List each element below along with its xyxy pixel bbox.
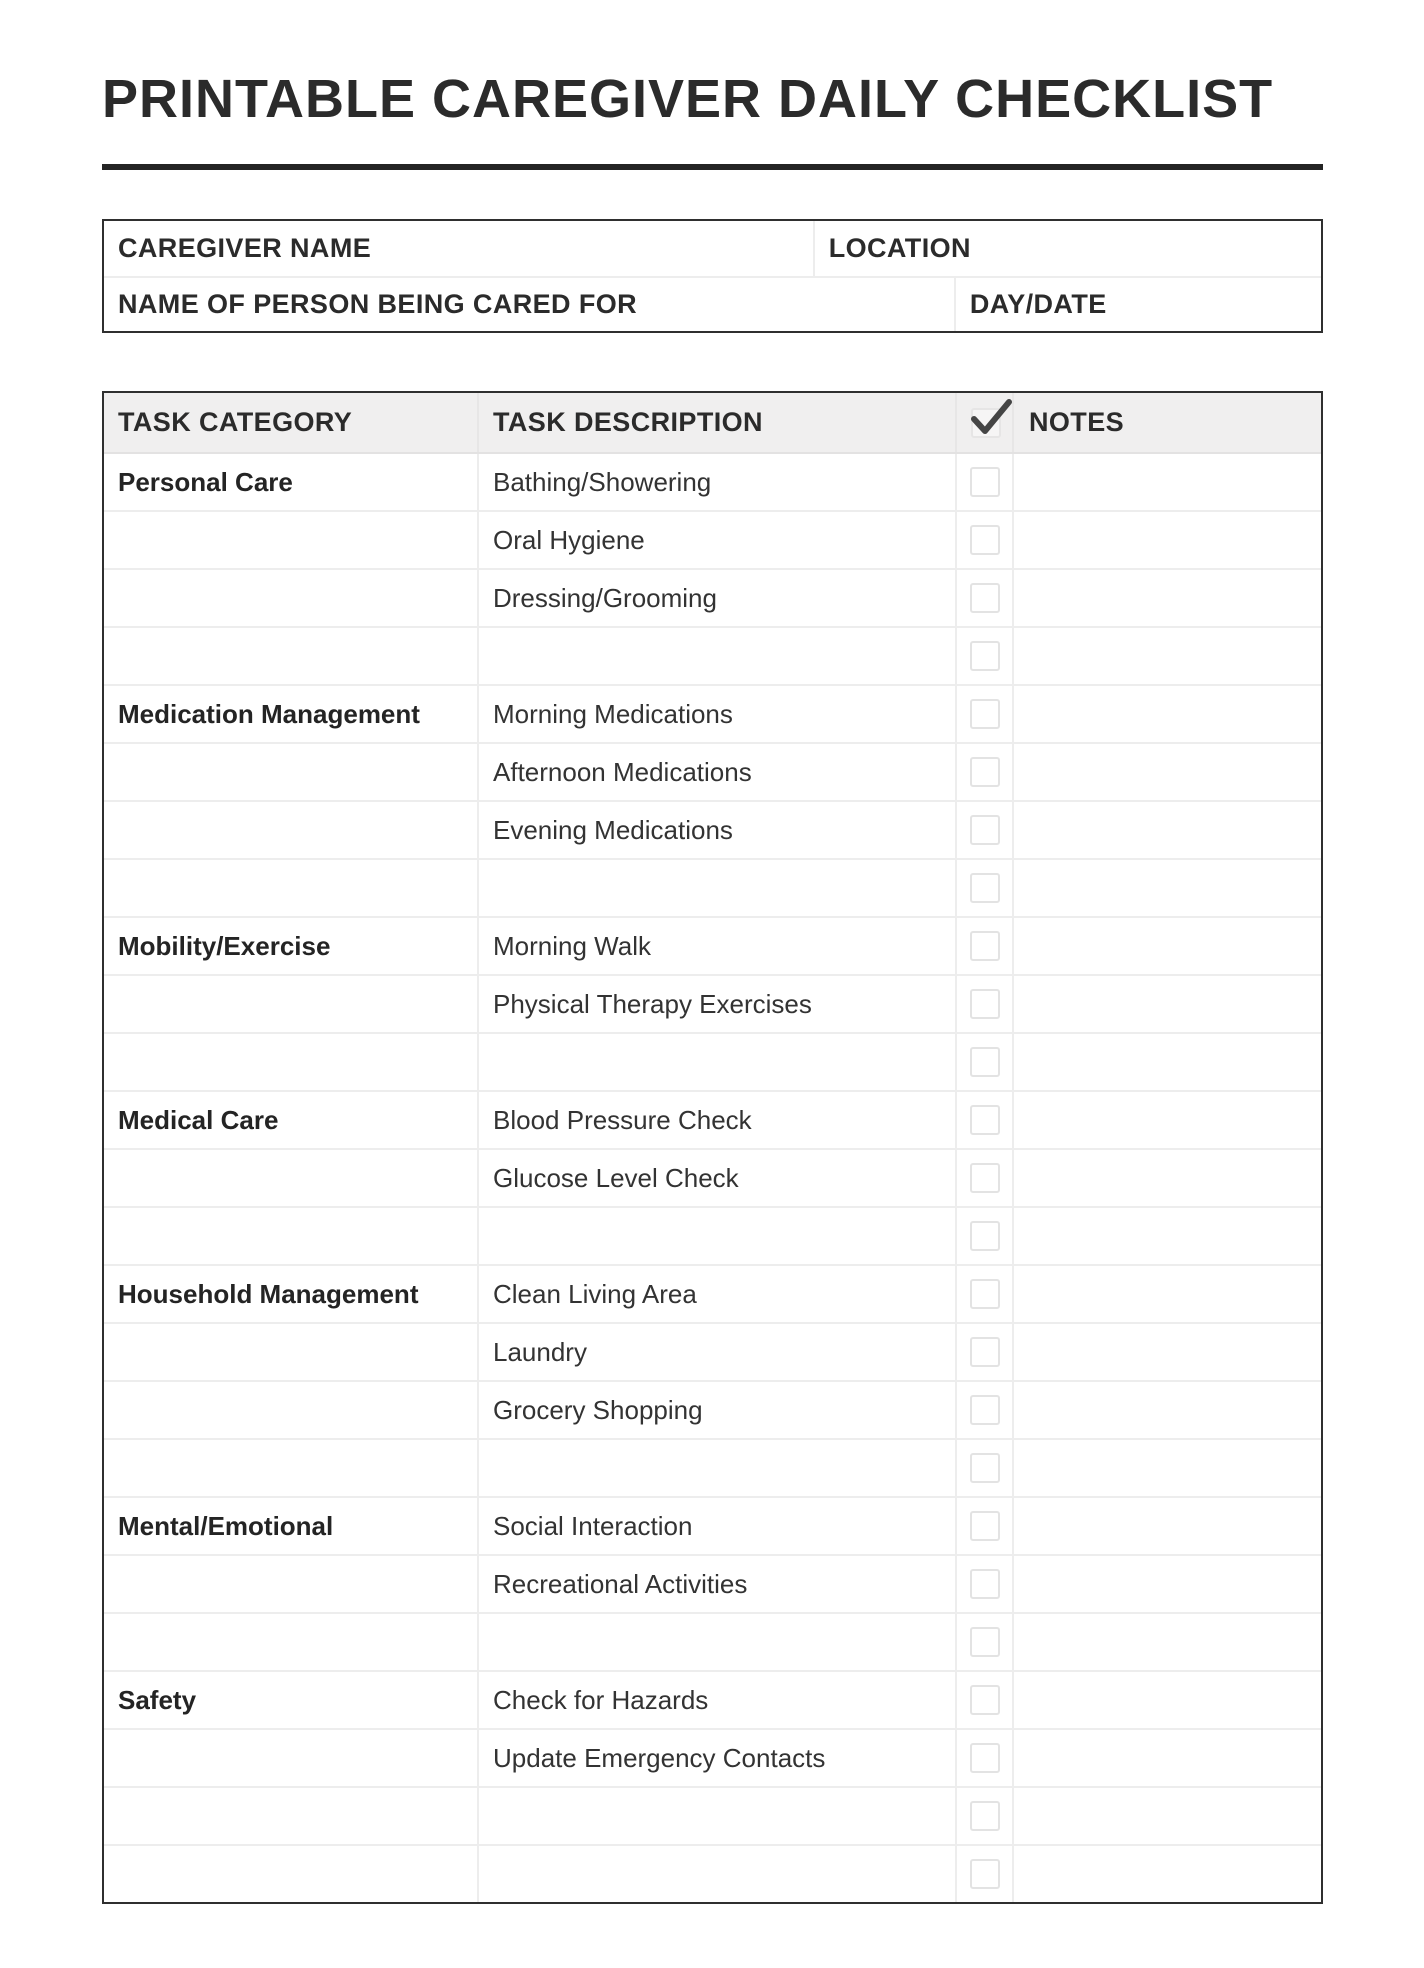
task-description-cell — [479, 570, 957, 626]
check-cell — [957, 1266, 1014, 1322]
notes-cell — [1014, 1788, 1321, 1844]
notes-cell — [1014, 686, 1321, 742]
task-category-cell — [104, 918, 479, 974]
header-check-column — [957, 393, 1014, 452]
table-row — [104, 1032, 1321, 1090]
task-description-cell — [479, 918, 957, 974]
task-description-text: Blood Pressure Check — [493, 1104, 752, 1135]
table-row — [104, 1206, 1321, 1264]
task-description-cell — [479, 454, 957, 510]
daily-checklist-table — [102, 391, 1323, 1904]
task-checkbox[interactable] — [970, 699, 1000, 729]
task-checkbox[interactable] — [970, 1163, 1000, 1193]
checklist-body — [104, 452, 1321, 1902]
check-cell — [957, 1498, 1014, 1554]
task-checkbox[interactable] — [970, 1627, 1000, 1657]
task-checkbox[interactable] — [970, 1569, 1000, 1599]
task-description-text: Morning Walk — [493, 930, 651, 961]
task-checkbox[interactable] — [970, 1743, 1000, 1773]
check-cell — [957, 1324, 1014, 1380]
table-row — [104, 1264, 1321, 1322]
task-category-cell — [104, 1208, 479, 1264]
task-description-cell — [479, 512, 957, 568]
task-description-label: TASK DESCRIPTION — [493, 407, 763, 437]
table-row — [104, 1148, 1321, 1206]
task-category-cell — [104, 686, 479, 742]
document-page — [102, 0, 1323, 1904]
table-row — [104, 684, 1321, 742]
caregiver-name-label: CAREGIVER NAME — [118, 233, 372, 263]
check-cell — [957, 1672, 1014, 1728]
check-cell — [957, 1614, 1014, 1670]
task-description-cell — [479, 1730, 957, 1786]
task-checkbox[interactable] — [970, 1337, 1000, 1367]
notes-cell — [1014, 1150, 1321, 1206]
task-description-text: Social Interaction — [493, 1510, 693, 1541]
task-checkbox[interactable] — [970, 1801, 1000, 1831]
table-row — [104, 1554, 1321, 1612]
task-category-cell — [104, 1556, 479, 1612]
task-category-cell — [104, 1498, 479, 1554]
task-category-cell — [104, 1266, 479, 1322]
task-checkbox[interactable] — [970, 815, 1000, 845]
notes-label: NOTES — [1029, 407, 1125, 437]
task-checkbox[interactable] — [970, 1511, 1000, 1541]
table-row — [104, 1844, 1321, 1902]
task-description-cell — [479, 744, 957, 800]
table-row — [104, 1670, 1321, 1728]
task-description-text: Grocery Shopping — [493, 1394, 703, 1425]
check-cell — [957, 802, 1014, 858]
location-label: LOCATION — [828, 233, 971, 263]
task-category-cell — [104, 802, 479, 858]
check-cell — [957, 860, 1014, 916]
task-checkbox[interactable] — [970, 1221, 1000, 1251]
table-row — [104, 742, 1321, 800]
task-description-text: Afternoon Medications — [493, 756, 752, 787]
title-underline — [102, 164, 1323, 170]
task-description-cell — [479, 976, 957, 1032]
check-cell — [957, 1150, 1014, 1206]
task-description-text: Clean Living Area — [493, 1278, 697, 1309]
check-cell — [957, 1846, 1014, 1902]
notes-cell — [1014, 860, 1321, 916]
task-category-text: Medication Management — [118, 698, 420, 729]
task-checkbox[interactable] — [970, 1395, 1000, 1425]
notes-cell — [1014, 1266, 1321, 1322]
table-row — [104, 1090, 1321, 1148]
task-description-text: Update Emergency Contacts — [493, 1742, 826, 1773]
person-name-label: NAME OF PERSON BEING CARED FOR — [118, 289, 638, 319]
check-cell — [957, 918, 1014, 974]
task-description-text: Laundry — [493, 1336, 587, 1367]
task-description-cell — [479, 1092, 957, 1148]
task-category-text: Mobility/Exercise — [118, 930, 331, 961]
task-description-cell — [479, 1266, 957, 1322]
table-row — [104, 916, 1321, 974]
task-category-text: Safety — [118, 1684, 197, 1715]
notes-cell — [1014, 454, 1321, 510]
notes-cell — [1014, 570, 1321, 626]
task-checkbox[interactable] — [970, 931, 1000, 961]
task-category-text: Mental/Emotional — [118, 1510, 334, 1541]
notes-cell — [1014, 1730, 1321, 1786]
caregiver-info-table — [102, 219, 1323, 333]
check-cell — [957, 1208, 1014, 1264]
check-cell — [957, 1092, 1014, 1148]
notes-cell — [1014, 1382, 1321, 1438]
task-description-text: Check for Hazards — [493, 1684, 709, 1715]
day-date-field — [956, 278, 1321, 331]
task-description-text: Physical Therapy Exercises — [493, 988, 812, 1019]
task-description-cell — [479, 686, 957, 742]
task-description-cell — [479, 1440, 957, 1496]
notes-cell — [1014, 802, 1321, 858]
header-notes — [1014, 393, 1321, 452]
task-description-cell — [479, 1324, 957, 1380]
check-cell — [957, 1730, 1014, 1786]
check-cell — [957, 570, 1014, 626]
table-row — [104, 626, 1321, 684]
task-category-cell — [104, 1846, 479, 1902]
checkmark-icon — [969, 398, 1013, 438]
check-cell — [957, 1556, 1014, 1612]
table-row — [104, 858, 1321, 916]
notes-cell — [1014, 1556, 1321, 1612]
task-description-cell — [479, 1614, 957, 1670]
task-description-cell — [479, 1034, 957, 1090]
header-task-category — [104, 393, 479, 452]
task-description-cell — [479, 1382, 957, 1438]
task-category-cell — [104, 628, 479, 684]
task-description-cell — [479, 1672, 957, 1728]
notes-cell — [1014, 1498, 1321, 1554]
table-row — [104, 800, 1321, 858]
task-description-cell — [479, 860, 957, 916]
task-category-cell — [104, 1672, 479, 1728]
task-checkbox[interactable] — [970, 1453, 1000, 1483]
notes-cell — [1014, 1672, 1321, 1728]
task-category-cell — [104, 1034, 479, 1090]
check-cell — [957, 628, 1014, 684]
task-description-cell — [479, 1556, 957, 1612]
check-cell — [957, 1034, 1014, 1090]
table-row — [104, 452, 1321, 510]
task-checkbox[interactable] — [970, 989, 1000, 1019]
task-category-cell — [104, 1730, 479, 1786]
task-description-cell — [479, 628, 957, 684]
task-category-cell — [104, 454, 479, 510]
check-cell — [957, 1382, 1014, 1438]
table-row — [104, 1438, 1321, 1496]
table-row — [104, 1786, 1321, 1844]
notes-cell — [1014, 976, 1321, 1032]
task-description-cell — [479, 1150, 957, 1206]
task-description-cell — [479, 1498, 957, 1554]
checklist-header-row — [104, 393, 1321, 452]
location-field — [815, 221, 1321, 276]
task-checkbox[interactable] — [970, 641, 1000, 671]
task-description-text: Evening Medications — [493, 814, 733, 845]
task-category-cell — [104, 570, 479, 626]
notes-cell — [1014, 1092, 1321, 1148]
table-row — [104, 974, 1321, 1032]
task-description-cell — [479, 1846, 957, 1902]
person-name-field — [104, 278, 956, 331]
task-category-cell — [104, 1092, 479, 1148]
task-category-cell — [104, 744, 479, 800]
page-title: PRINTABLE CAREGIVER DAILY CHECKLIST — [102, 69, 1274, 129]
day-date-label: DAY/DATE — [969, 289, 1107, 319]
notes-cell — [1014, 512, 1321, 568]
notes-cell — [1014, 1324, 1321, 1380]
notes-cell — [1014, 918, 1321, 974]
task-checkbox[interactable] — [970, 1279, 1000, 1309]
task-description-text: Morning Medications — [493, 698, 733, 729]
task-checkbox[interactable] — [970, 1685, 1000, 1715]
task-description-cell — [479, 802, 957, 858]
task-category-text: Household Management — [118, 1278, 419, 1309]
task-description-cell — [479, 1208, 957, 1264]
task-description-cell — [479, 1788, 957, 1844]
task-category-cell — [104, 1324, 479, 1380]
task-category-label: TASK CATEGORY — [118, 407, 353, 437]
task-checkbox[interactable] — [970, 467, 1000, 497]
notes-cell — [1014, 1034, 1321, 1090]
task-description-text: Glucose Level Check — [493, 1162, 739, 1193]
notes-cell — [1014, 1846, 1321, 1902]
task-category-cell — [104, 1150, 479, 1206]
check-cell — [957, 1440, 1014, 1496]
info-row-1 — [104, 221, 1321, 276]
task-description-text: Dressing/Grooming — [493, 582, 717, 613]
check-cell — [957, 1788, 1014, 1844]
task-category-cell — [104, 976, 479, 1032]
notes-cell — [1014, 1208, 1321, 1264]
check-cell — [957, 976, 1014, 1032]
notes-cell — [1014, 1614, 1321, 1670]
table-row — [104, 1728, 1321, 1786]
info-row-2 — [104, 276, 1321, 331]
task-description-text: Oral Hygiene — [493, 524, 645, 555]
task-category-cell — [104, 1440, 479, 1496]
check-cell — [957, 744, 1014, 800]
task-checkbox[interactable] — [970, 1105, 1000, 1135]
table-row — [104, 510, 1321, 568]
check-cell — [957, 454, 1014, 510]
table-row — [104, 1322, 1321, 1380]
task-checkbox[interactable] — [970, 1047, 1000, 1077]
table-row — [104, 1612, 1321, 1670]
task-description-text: Recreational Activities — [493, 1568, 748, 1599]
task-checkbox[interactable] — [970, 525, 1000, 555]
task-category-text: Medical Care — [118, 1104, 279, 1135]
task-checkbox[interactable] — [970, 1859, 1000, 1889]
table-row — [104, 1380, 1321, 1438]
task-category-cell — [104, 1382, 479, 1438]
header-task-description — [479, 393, 957, 452]
task-category-cell — [104, 1614, 479, 1670]
task-category-text: Personal Care — [118, 466, 293, 497]
task-category-cell — [104, 512, 479, 568]
task-description-text: Bathing/Showering — [493, 466, 712, 497]
task-category-cell — [104, 860, 479, 916]
notes-cell — [1014, 744, 1321, 800]
caregiver-name-field — [104, 221, 815, 276]
table-row — [104, 1496, 1321, 1554]
notes-cell — [1014, 628, 1321, 684]
task-category-cell — [104, 1788, 479, 1844]
check-cell — [957, 686, 1014, 742]
task-checkbox[interactable] — [970, 757, 1000, 787]
check-cell — [957, 512, 1014, 568]
table-row — [104, 568, 1321, 626]
task-checkbox[interactable] — [970, 583, 1000, 613]
notes-cell — [1014, 1440, 1321, 1496]
task-checkbox[interactable] — [970, 873, 1000, 903]
